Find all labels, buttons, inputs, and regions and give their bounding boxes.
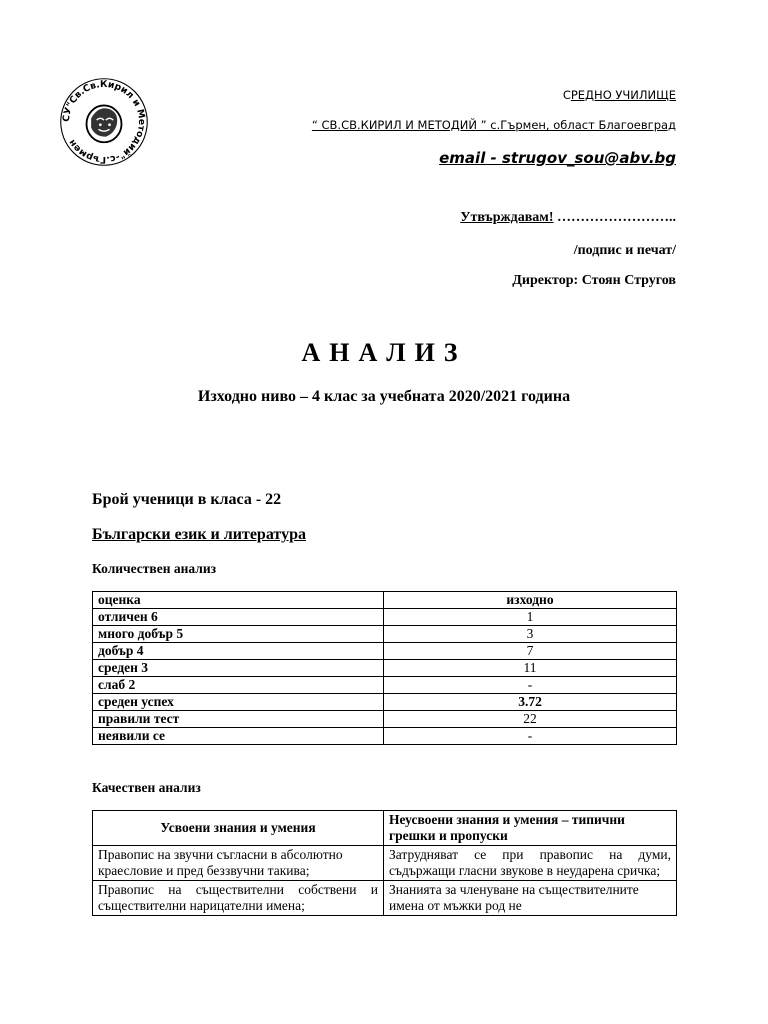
acquired-cell: Правопис на звучни съгласни в абсолютно краесловие и пред беззвучни такива; (93, 846, 384, 881)
subject-heading: Български език и литература (92, 526, 306, 543)
grade-cell: отличен 6 (93, 609, 384, 626)
signature-note: /подпис и печат/ (573, 243, 676, 258)
gap-cell: Знанията за членуване на съществителните имена от мъжки род не (384, 881, 677, 916)
value-cell: - (384, 728, 677, 745)
table-header-cell: Неусвоени знания и умения – типични грешки и пропуски (384, 811, 677, 846)
grade-cell: слаб 2 (93, 677, 384, 694)
gap-cell: Затрудняват се при правопис на думи, съдържащи гласни звукове в неударена сричка; (384, 846, 677, 881)
acquired-cell: Правопис на съществителни собствени и съществителни нарицателни имена; (93, 881, 384, 916)
director-name: Директор: Стоян Стругов (512, 273, 676, 288)
grade-cell: добър 4 (93, 643, 384, 660)
table-header-row (93, 811, 677, 846)
school-name: “ СВ.СВ.КИРИЛ И МЕТОДИЙ ” с.Гърмен, област Благоевград (311, 118, 676, 132)
table-row (93, 643, 677, 660)
value-cell: 7 (384, 643, 677, 660)
table-row (93, 660, 677, 677)
document-title: АНАЛИЗ (301, 338, 467, 367)
table-row (93, 728, 677, 745)
school-email[interactable]: email - strugov_sou@abv.bg (439, 149, 676, 167)
school-type: СРЕДНО УЧИЛИЩЕ (562, 88, 676, 102)
value-cell: 1 (384, 609, 677, 626)
table-row (93, 609, 677, 626)
table-header-cell: изходно (384, 592, 677, 609)
table-row (93, 677, 677, 694)
school-seal-logo (58, 76, 150, 168)
table-row (93, 881, 677, 916)
grade-cell: среден успех (93, 694, 384, 711)
table-header-row (93, 592, 677, 609)
qualitative-heading: Качествен анализ (92, 780, 201, 795)
qualitative-table (92, 810, 677, 916)
document-subtitle: Изходно ниво – 4 клас за учебната 2020/2021 година (197, 388, 571, 405)
svg-text:СУ"Св.Св.Кирил и Методий"-с.Гъ: СУ"Св.Св.Кирил и Методий"-с.Гърмен (60, 79, 147, 166)
grade-cell: правили тест (93, 711, 384, 728)
table-row (93, 711, 677, 728)
value-cell: 3 (384, 626, 677, 643)
student-count: Брой ученици в класа - 22 (92, 491, 282, 508)
quantitative-heading: Количествен анализ (92, 561, 217, 576)
value-cell: 3.72 (384, 694, 677, 711)
table-header-cell: оценка (93, 592, 384, 609)
table-row (93, 626, 677, 643)
approval-line: Утвърждавам! …………………….. (460, 210, 676, 225)
table-row (93, 846, 677, 881)
table-row (93, 694, 677, 711)
grade-cell: неявили се (93, 728, 384, 745)
value-cell: - (384, 677, 677, 694)
grade-cell: много добър 5 (93, 626, 384, 643)
table-header-cell: Усвоени знания и умения (93, 811, 384, 846)
grade-cell: среден 3 (93, 660, 384, 677)
quantitative-table (92, 591, 677, 745)
value-cell: 11 (384, 660, 677, 677)
value-cell: 22 (384, 711, 677, 728)
